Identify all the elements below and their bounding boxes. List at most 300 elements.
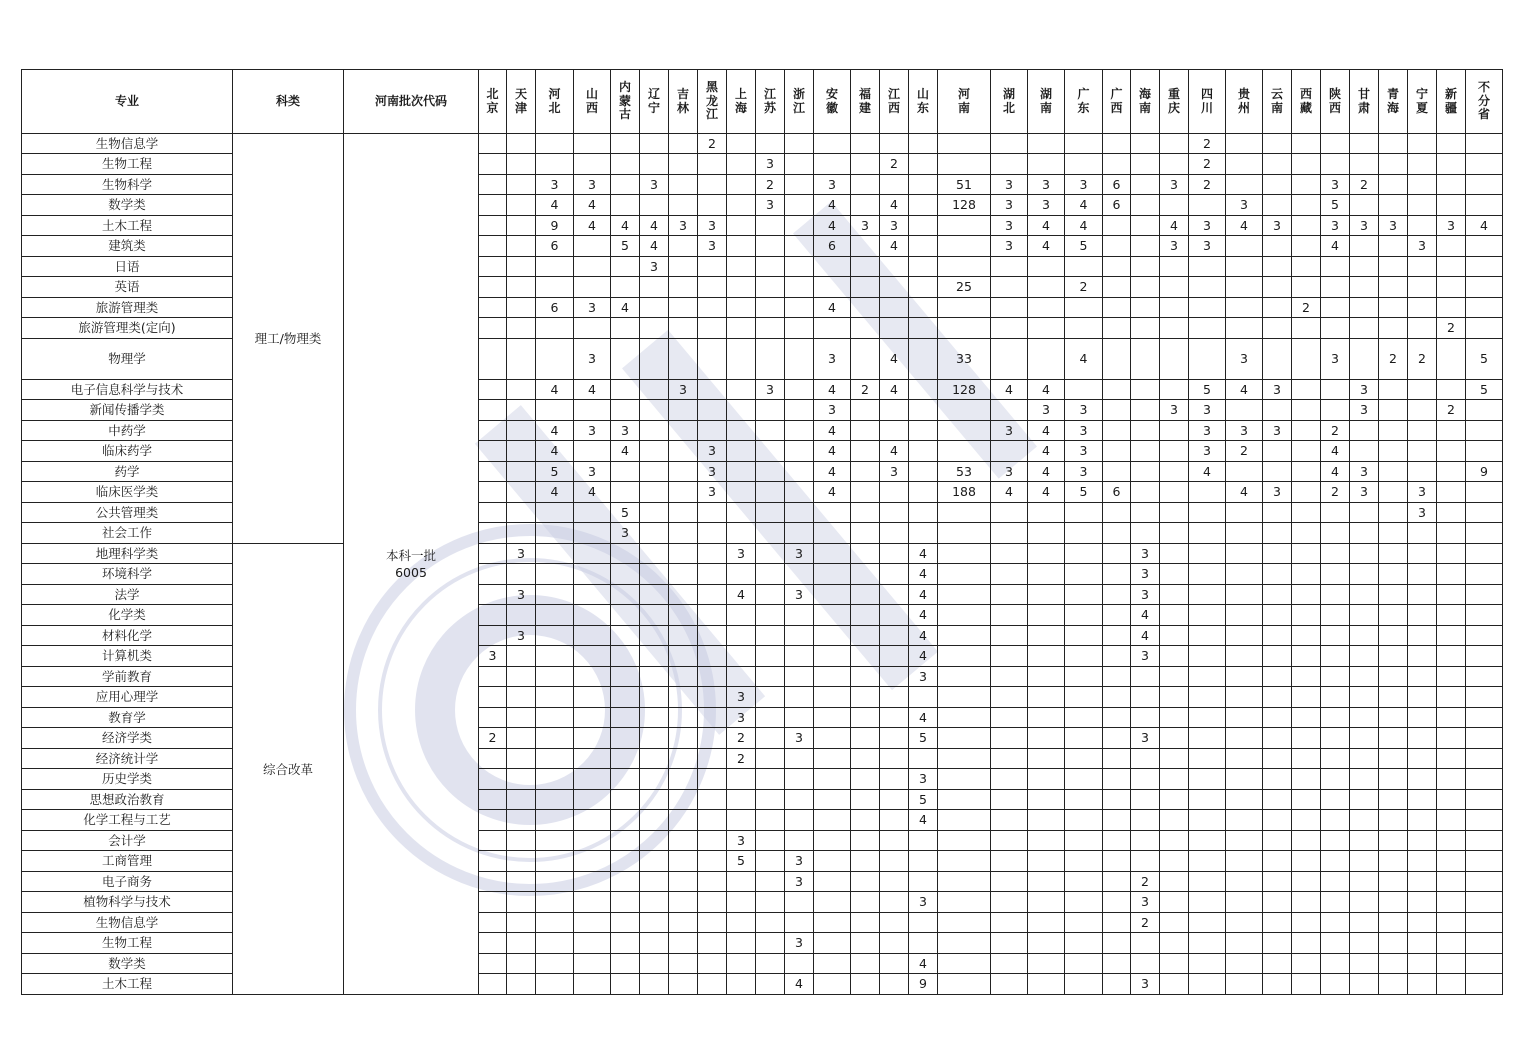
- quota-cell: [640, 298, 669, 318]
- quota-cell: [698, 954, 727, 974]
- quota-cell: [880, 810, 909, 831]
- quota-cell: [1226, 626, 1263, 646]
- quota-cell: [1103, 954, 1131, 974]
- quota-cell: [851, 503, 880, 523]
- quota-cell: [1466, 318, 1503, 339]
- quota-cell: 4: [1226, 482, 1263, 503]
- quota-cell: [1321, 892, 1350, 913]
- quota-cell: [507, 380, 536, 400]
- quota-cell: [698, 790, 727, 810]
- quota-cell: [1103, 790, 1131, 810]
- quota-cell: [909, 687, 938, 708]
- quota-cell: [1350, 646, 1379, 667]
- quota-cell: [1379, 626, 1408, 646]
- quota-cell: [909, 400, 938, 421]
- quota-cell: [756, 257, 785, 277]
- quota-cell: [880, 708, 909, 728]
- quota-cell: 4: [1028, 421, 1065, 441]
- quota-cell: [479, 523, 507, 544]
- quota-cell: [991, 892, 1028, 913]
- quota-cell: [938, 154, 991, 175]
- quota-cell: [1189, 708, 1226, 728]
- quota-cell: [1028, 339, 1065, 380]
- quota-cell: [698, 154, 727, 175]
- quota-cell: [1321, 749, 1350, 769]
- quota-cell: [727, 523, 756, 544]
- quota-cell: [479, 851, 507, 872]
- major-cell: 地理科学类: [22, 544, 233, 564]
- quota-cell: [1131, 277, 1160, 298]
- quota-cell: [1379, 236, 1408, 257]
- quota-cell: [479, 175, 507, 195]
- quota-cell: [507, 134, 536, 154]
- quota-cell: [1292, 933, 1321, 954]
- quota-cell: [669, 318, 698, 339]
- quota-cell: [1103, 872, 1131, 892]
- quota-cell: [1408, 851, 1437, 872]
- quota-cell: 3: [1350, 216, 1379, 236]
- quota-cell: [756, 810, 785, 831]
- quota-cell: [1160, 503, 1189, 523]
- quota-cell: [479, 585, 507, 605]
- quota-cell: [479, 605, 507, 626]
- major-cell: 旅游管理类: [22, 298, 233, 318]
- quota-cell: [1131, 195, 1160, 216]
- major-cell: 计算机类: [22, 646, 233, 667]
- quota-cell: [1437, 298, 1466, 318]
- quota-cell: [1131, 400, 1160, 421]
- quota-cell: [574, 400, 611, 421]
- quota-cell: [1226, 708, 1263, 728]
- quota-cell: [1263, 544, 1292, 564]
- quota-cell: [1350, 339, 1379, 380]
- quota-cell: [851, 318, 880, 339]
- quota-cell: [991, 523, 1028, 544]
- quota-cell: [1263, 257, 1292, 277]
- quota-cell: [1065, 380, 1103, 400]
- quota-cell: 3: [785, 585, 814, 605]
- quota-cell: 3: [991, 462, 1028, 482]
- quota-cell: [1028, 769, 1065, 790]
- quota-cell: 3: [909, 892, 938, 913]
- quota-cell: [727, 913, 756, 933]
- quota-cell: [1028, 790, 1065, 810]
- quota-cell: 3: [909, 769, 938, 790]
- quota-cell: [1226, 544, 1263, 564]
- quota-cell: [938, 749, 991, 769]
- quota-cell: 3: [727, 708, 756, 728]
- quota-cell: [1350, 769, 1379, 790]
- quota-cell: [1350, 544, 1379, 564]
- quota-cell: 3: [698, 462, 727, 482]
- quota-cell: 2: [1321, 482, 1350, 503]
- quota-cell: [1263, 667, 1292, 687]
- quota-cell: [698, 851, 727, 872]
- quota-cell: [1103, 708, 1131, 728]
- quota-cell: [536, 687, 574, 708]
- major-cell: 教育学: [22, 708, 233, 728]
- quota-cell: [909, 441, 938, 462]
- quota-cell: 4: [1131, 605, 1160, 626]
- quota-cell: [1321, 318, 1350, 339]
- quota-cell: [1189, 872, 1226, 892]
- quota-cell: [698, 544, 727, 564]
- quota-cell: [938, 134, 991, 154]
- quota-cell: [507, 400, 536, 421]
- quota-cell: [1466, 175, 1503, 195]
- quota-cell: [1103, 605, 1131, 626]
- quota-cell: [880, 749, 909, 769]
- quota-cell: [1103, 769, 1131, 790]
- quota-cell: [1131, 482, 1160, 503]
- quota-cell: 51: [938, 175, 991, 195]
- quota-cell: [1263, 175, 1292, 195]
- quota-cell: [1321, 646, 1350, 667]
- header-province: [698, 70, 727, 134]
- quota-cell: [1292, 339, 1321, 380]
- quota-cell: [669, 769, 698, 790]
- major-cell: 旅游管理类(定向): [22, 318, 233, 339]
- quota-cell: [1466, 728, 1503, 749]
- quota-cell: [814, 749, 851, 769]
- quota-cell: [1437, 769, 1466, 790]
- quota-cell: [785, 154, 814, 175]
- header-province: [1160, 70, 1189, 134]
- quota-cell: 2: [756, 175, 785, 195]
- quota-cell: [1131, 421, 1160, 441]
- quota-cell: [536, 769, 574, 790]
- major-cell: 数学类: [22, 195, 233, 216]
- quota-cell: [1131, 769, 1160, 790]
- quota-cell: [938, 851, 991, 872]
- quota-cell: [1466, 954, 1503, 974]
- quota-cell: [640, 585, 669, 605]
- quota-cell: [756, 564, 785, 585]
- quota-cell: [669, 954, 698, 974]
- quota-cell: [640, 195, 669, 216]
- quota-cell: [1408, 872, 1437, 892]
- quota-cell: [1350, 831, 1379, 851]
- header-province-label: 内蒙古: [618, 80, 631, 122]
- quota-cell: [785, 175, 814, 195]
- quota-cell: [938, 441, 991, 462]
- quota-cell: [669, 872, 698, 892]
- quota-cell: 3: [1263, 482, 1292, 503]
- quota-cell: [756, 933, 785, 954]
- quota-cell: [1408, 687, 1437, 708]
- quota-cell: [727, 441, 756, 462]
- quota-cell: [1408, 298, 1437, 318]
- quota-cell: [1028, 523, 1065, 544]
- quota-cell: [1160, 195, 1189, 216]
- quota-cell: [1466, 134, 1503, 154]
- quota-cell: [1103, 298, 1131, 318]
- quota-cell: [640, 708, 669, 728]
- quota-cell: [1437, 933, 1466, 954]
- quota-cell: [851, 892, 880, 913]
- quota-cell: 3: [727, 544, 756, 564]
- quota-cell: [991, 728, 1028, 749]
- quota-cell: [669, 482, 698, 503]
- quota-cell: [479, 667, 507, 687]
- header-province: [611, 70, 640, 134]
- quota-cell: [536, 646, 574, 667]
- quota-cell: [851, 954, 880, 974]
- quota-cell: 3: [1189, 216, 1226, 236]
- quota-cell: 3: [1263, 380, 1292, 400]
- quota-cell: [1379, 134, 1408, 154]
- quota-cell: [1226, 175, 1263, 195]
- quota-cell: [1292, 134, 1321, 154]
- quota-cell: [851, 626, 880, 646]
- quota-cell: [1379, 318, 1408, 339]
- quota-cell: [698, 687, 727, 708]
- quota-cell: [1408, 626, 1437, 646]
- quota-cell: [756, 626, 785, 646]
- quota-cell: [1437, 503, 1466, 523]
- quota-cell: [536, 277, 574, 298]
- quota-cell: [574, 913, 611, 933]
- quota-cell: [536, 790, 574, 810]
- quota-cell: 3: [1065, 400, 1103, 421]
- quota-cell: [574, 831, 611, 851]
- quota-cell: [727, 790, 756, 810]
- quota-cell: [1379, 441, 1408, 462]
- quota-cell: [1466, 708, 1503, 728]
- major-cell: 药学: [22, 462, 233, 482]
- quota-cell: [1189, 585, 1226, 605]
- quota-cell: [1321, 298, 1350, 318]
- quota-cell: [1379, 298, 1408, 318]
- quota-cell: 4: [1321, 441, 1350, 462]
- quota-cell: [669, 728, 698, 749]
- quota-cell: [880, 421, 909, 441]
- quota-cell: [669, 708, 698, 728]
- quota-cell: 3: [1131, 544, 1160, 564]
- quota-cell: [938, 318, 991, 339]
- quota-cell: [1263, 277, 1292, 298]
- quota-cell: [1103, 503, 1131, 523]
- quota-cell: [1028, 646, 1065, 667]
- header-province: [851, 70, 880, 134]
- quota-cell: [880, 318, 909, 339]
- quota-cell: [1065, 523, 1103, 544]
- header-province-label: 安徽: [825, 87, 838, 115]
- quota-cell: [669, 175, 698, 195]
- quota-cell: 4: [1065, 216, 1103, 236]
- quota-cell: [1437, 544, 1466, 564]
- quota-cell: [1160, 564, 1189, 585]
- quota-cell: [1189, 195, 1226, 216]
- quota-cell: [574, 687, 611, 708]
- quota-cell: [1292, 708, 1321, 728]
- quota-cell: [1065, 667, 1103, 687]
- quota-cell: 4: [1028, 441, 1065, 462]
- quota-cell: [1437, 667, 1466, 687]
- quota-cell: [611, 667, 640, 687]
- quota-cell: [1408, 195, 1437, 216]
- quota-cell: 5: [1065, 236, 1103, 257]
- quota-cell: [1263, 236, 1292, 257]
- quota-cell: [1189, 544, 1226, 564]
- quota-cell: [785, 236, 814, 257]
- quota-cell: 3: [785, 851, 814, 872]
- quota-cell: [479, 503, 507, 523]
- quota-cell: [938, 872, 991, 892]
- quota-cell: [1028, 277, 1065, 298]
- quota-cell: [1189, 667, 1226, 687]
- quota-cell: [991, 810, 1028, 831]
- quota-cell: [611, 277, 640, 298]
- quota-cell: [1379, 564, 1408, 585]
- quota-cell: 3: [507, 544, 536, 564]
- quota-cell: [1350, 872, 1379, 892]
- quota-cell: [536, 933, 574, 954]
- quota-cell: [1350, 441, 1379, 462]
- quota-cell: [1263, 913, 1292, 933]
- quota-cell: [785, 298, 814, 318]
- quota-cell: [727, 892, 756, 913]
- quota-cell: [640, 626, 669, 646]
- quota-cell: [1103, 236, 1131, 257]
- quota-cell: [785, 564, 814, 585]
- quota-cell: [851, 564, 880, 585]
- header-province: [756, 70, 785, 134]
- quota-cell: 3: [698, 482, 727, 503]
- quota-cell: [814, 585, 851, 605]
- batch-code: 6005: [395, 565, 427, 580]
- quota-cell: 5: [611, 236, 640, 257]
- quota-cell: 4: [1131, 626, 1160, 646]
- quota-cell: [909, 216, 938, 236]
- quota-cell: 3: [1350, 462, 1379, 482]
- quota-cell: [1263, 462, 1292, 482]
- quota-cell: 4: [1065, 339, 1103, 380]
- quota-cell: 53: [938, 462, 991, 482]
- quota-cell: [756, 216, 785, 236]
- quota-cell: [507, 708, 536, 728]
- quota-cell: [479, 913, 507, 933]
- quota-cell: [698, 892, 727, 913]
- quota-cell: [479, 380, 507, 400]
- quota-cell: [991, 708, 1028, 728]
- quota-cell: [611, 831, 640, 851]
- quota-cell: [669, 462, 698, 482]
- quota-cell: [1131, 339, 1160, 380]
- quota-cell: [814, 605, 851, 626]
- quota-cell: [1292, 195, 1321, 216]
- quota-cell: 128: [938, 195, 991, 216]
- quota-cell: [1292, 585, 1321, 605]
- quota-cell: [991, 831, 1028, 851]
- quota-cell: [698, 257, 727, 277]
- quota-cell: 6: [1103, 175, 1131, 195]
- header-province-label: 宁夏: [1415, 87, 1428, 115]
- quota-cell: [1321, 974, 1350, 995]
- quota-cell: [1226, 954, 1263, 974]
- quota-cell: [1466, 974, 1503, 995]
- quota-cell: [1028, 913, 1065, 933]
- quota-cell: [1350, 728, 1379, 749]
- quota-cell: [1131, 831, 1160, 851]
- quota-cell: [640, 482, 669, 503]
- quota-cell: [1226, 236, 1263, 257]
- quota-cell: [479, 318, 507, 339]
- quota-cell: [756, 605, 785, 626]
- major-cell: 学前教育: [22, 667, 233, 687]
- quota-cell: [851, 687, 880, 708]
- quota-cell: [1065, 708, 1103, 728]
- quota-cell: [536, 974, 574, 995]
- header-row: [22, 70, 1503, 134]
- quota-cell: [669, 523, 698, 544]
- quota-cell: [1103, 523, 1131, 544]
- quota-cell: 3: [698, 441, 727, 462]
- quota-cell: [1160, 441, 1189, 462]
- quota-cell: [1160, 831, 1189, 851]
- quota-cell: [640, 400, 669, 421]
- header-province-label: 新疆: [1444, 87, 1457, 115]
- quota-cell: 3: [640, 175, 669, 195]
- quota-cell: [640, 277, 669, 298]
- quota-cell: [669, 646, 698, 667]
- header-province-label: 上海: [734, 87, 747, 115]
- quota-cell: [880, 544, 909, 564]
- quota-cell: [698, 831, 727, 851]
- quota-cell: [574, 749, 611, 769]
- quota-cell: 3: [1226, 195, 1263, 216]
- header-category: 科类: [233, 70, 344, 134]
- quota-cell: [1437, 790, 1466, 810]
- quota-cell: 4: [880, 339, 909, 380]
- quota-cell: [1437, 626, 1466, 646]
- quota-cell: [1263, 564, 1292, 585]
- quota-cell: [1437, 708, 1466, 728]
- quota-cell: 5: [611, 503, 640, 523]
- quota-cell: [1103, 277, 1131, 298]
- quota-cell: 4: [611, 298, 640, 318]
- quota-cell: [756, 687, 785, 708]
- quota-cell: [1131, 667, 1160, 687]
- quota-cell: [727, 564, 756, 585]
- quota-cell: [880, 728, 909, 749]
- quota-cell: [611, 380, 640, 400]
- quota-cell: [1103, 380, 1131, 400]
- quota-cell: [536, 400, 574, 421]
- quota-cell: 3: [991, 195, 1028, 216]
- quota-cell: [611, 933, 640, 954]
- quota-cell: [1437, 810, 1466, 831]
- quota-cell: [669, 790, 698, 810]
- quota-cell: [851, 236, 880, 257]
- quota-cell: 3: [1028, 400, 1065, 421]
- quota-cell: [1189, 749, 1226, 769]
- quota-cell: [785, 831, 814, 851]
- quota-cell: [1103, 400, 1131, 421]
- quota-cell: [1263, 339, 1292, 380]
- quota-cell: [1028, 667, 1065, 687]
- quota-cell: [640, 872, 669, 892]
- quota-cell: 4: [909, 564, 938, 585]
- quota-cell: 3: [727, 831, 756, 851]
- quota-cell: [1189, 523, 1226, 544]
- quota-cell: [785, 523, 814, 544]
- quota-cell: [756, 790, 785, 810]
- quota-cell: [1028, 749, 1065, 769]
- quota-cell: [1028, 298, 1065, 318]
- quota-cell: [1437, 462, 1466, 482]
- quota-cell: [785, 646, 814, 667]
